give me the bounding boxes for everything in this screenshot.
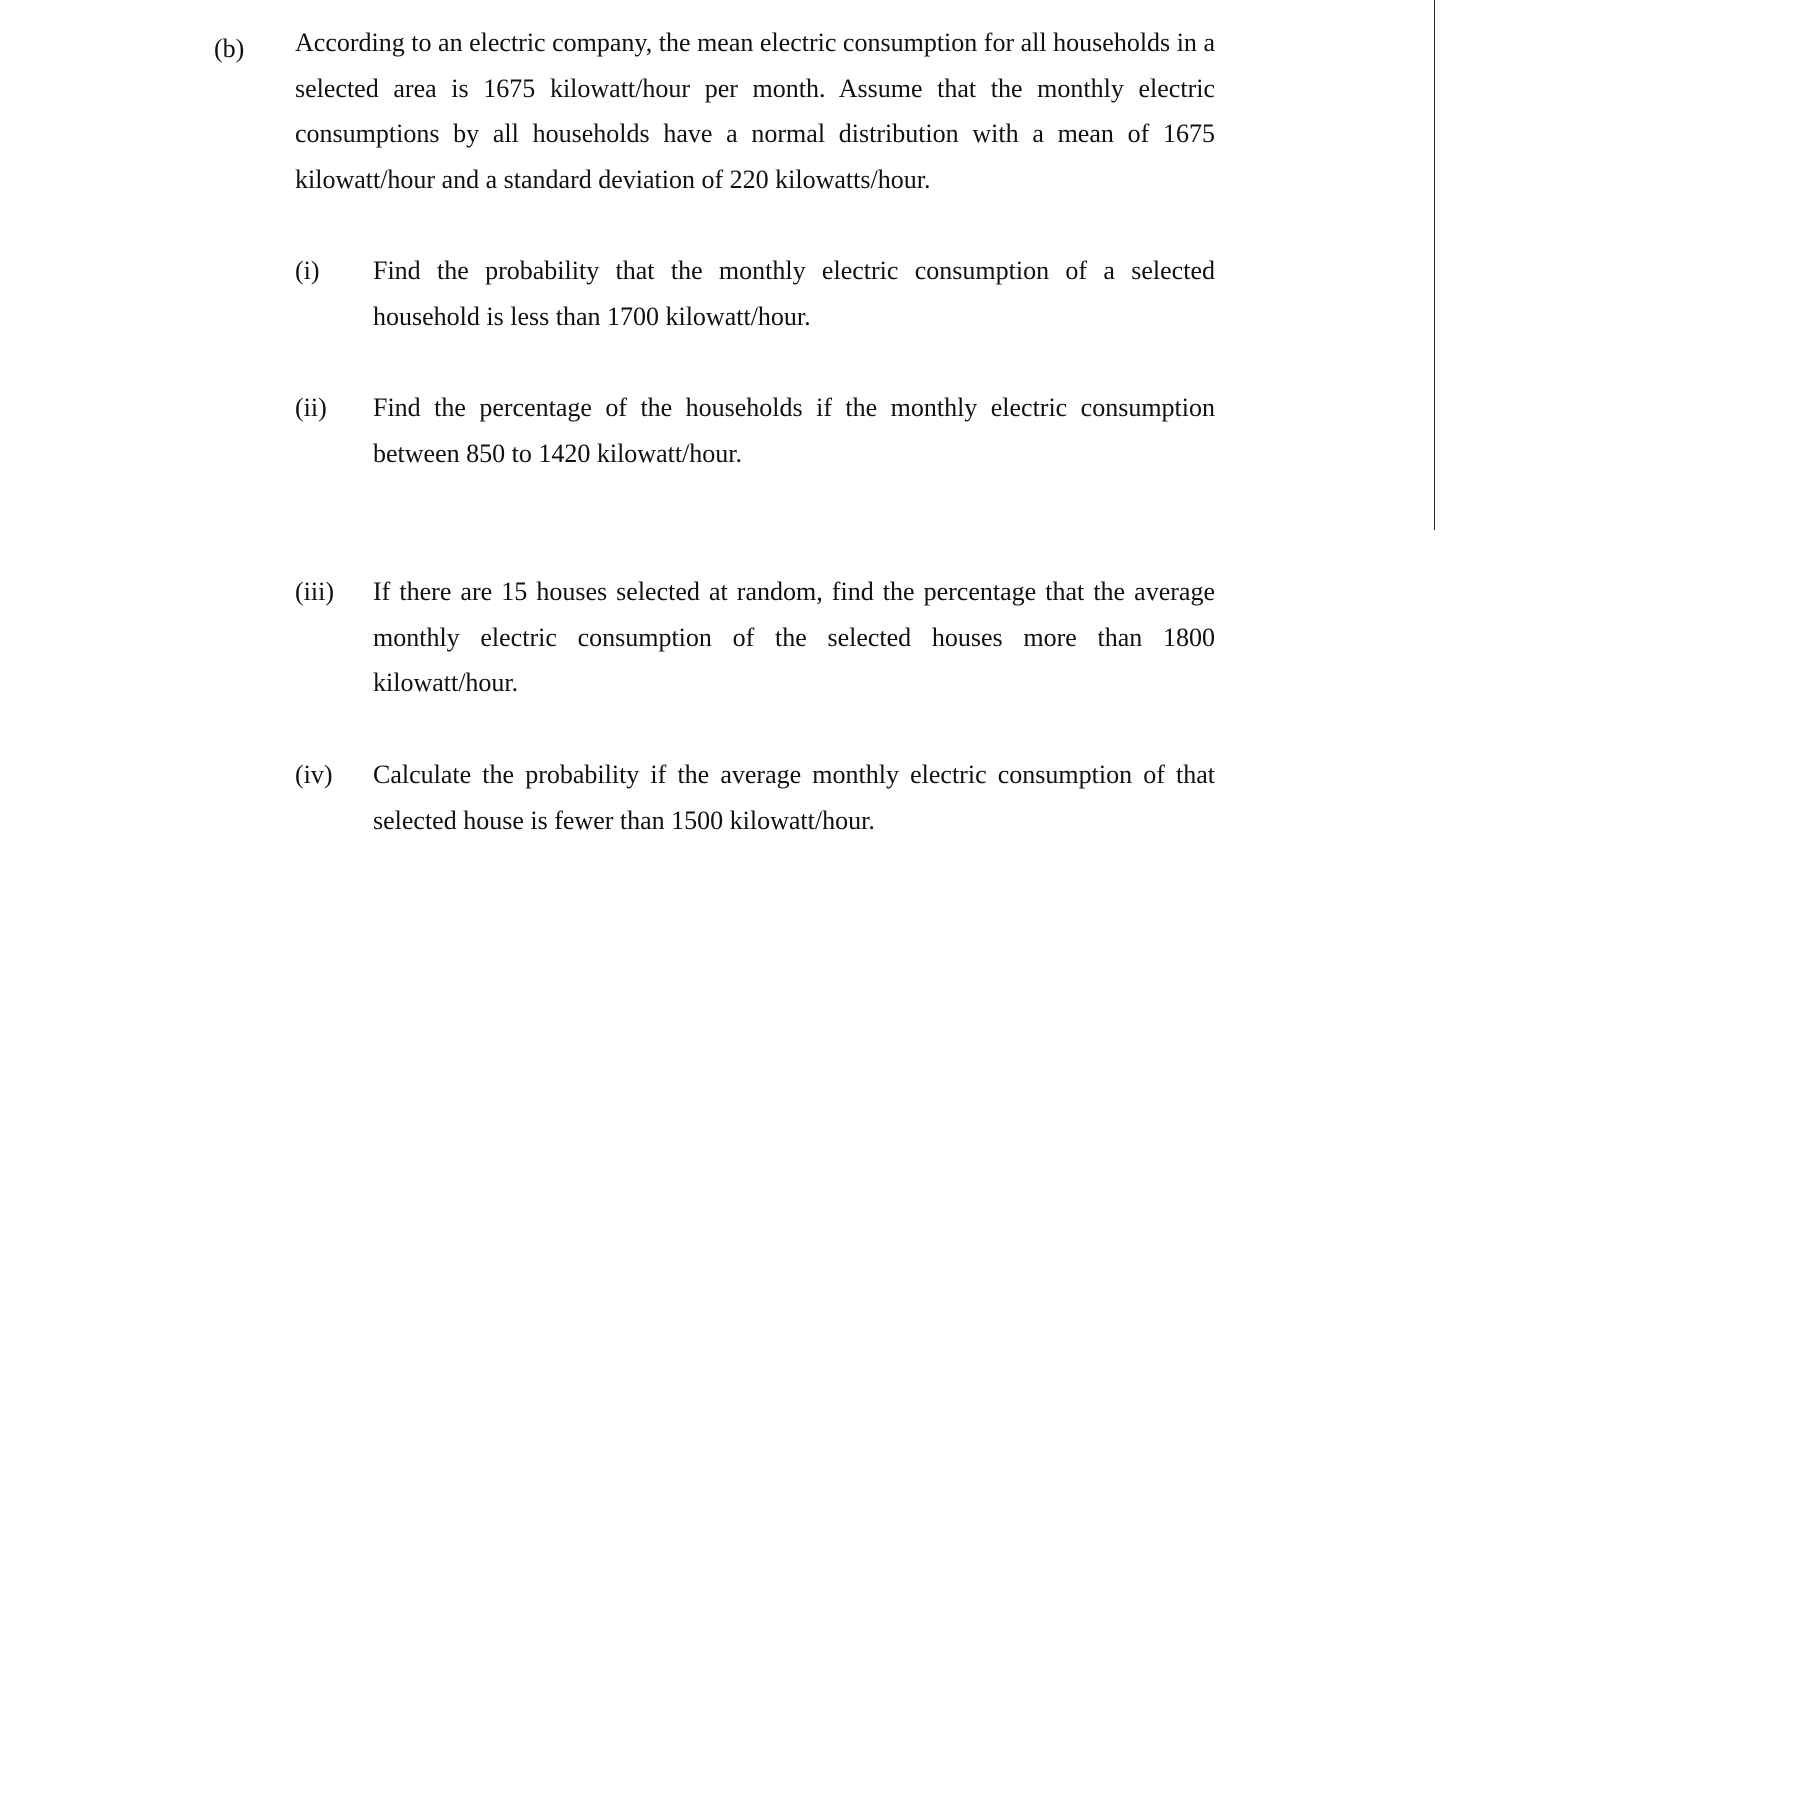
subpart-i-label: (i) [295, 256, 320, 285]
subpart-ii-text: Find the percentage of the households if the monthly electric consumption between 850 to 1420 kilowatt/hour. [373, 393, 1215, 468]
question-intro: According to an electric company, the mean electric consumption for all households in a selected area is 1675 kilowatt/hour per month. Assume that the monthly electric consumptions by all households have a normal distribution with a mean of 1675 kilowatt/hour and a standard deviation of 220 kilowatts/hour. [295, 28, 1215, 194]
margin-rule [1434, 0, 1435, 530]
subpart-iii-text: If there are 15 houses selected at random, find the percentage that the average monthly electric consumption of the selected houses more than 1800 kilowatt/hour. [373, 577, 1215, 697]
subpart-i-text: Find the probability that the monthly electric consumption of a selected household is less than 1700 kilowatt/hour. [373, 256, 1215, 331]
subpart-iv-text: Calculate the probability if the average monthly electric consumption of that selected house is fewer than 1500 kilowatt/hour. [373, 760, 1215, 835]
subpart-ii-label: (ii) [295, 393, 327, 422]
subpart-iv-label: (iv) [295, 760, 333, 789]
part-b-label: (b) [214, 34, 245, 63]
subpart-iii-label: (iii) [295, 577, 334, 606]
